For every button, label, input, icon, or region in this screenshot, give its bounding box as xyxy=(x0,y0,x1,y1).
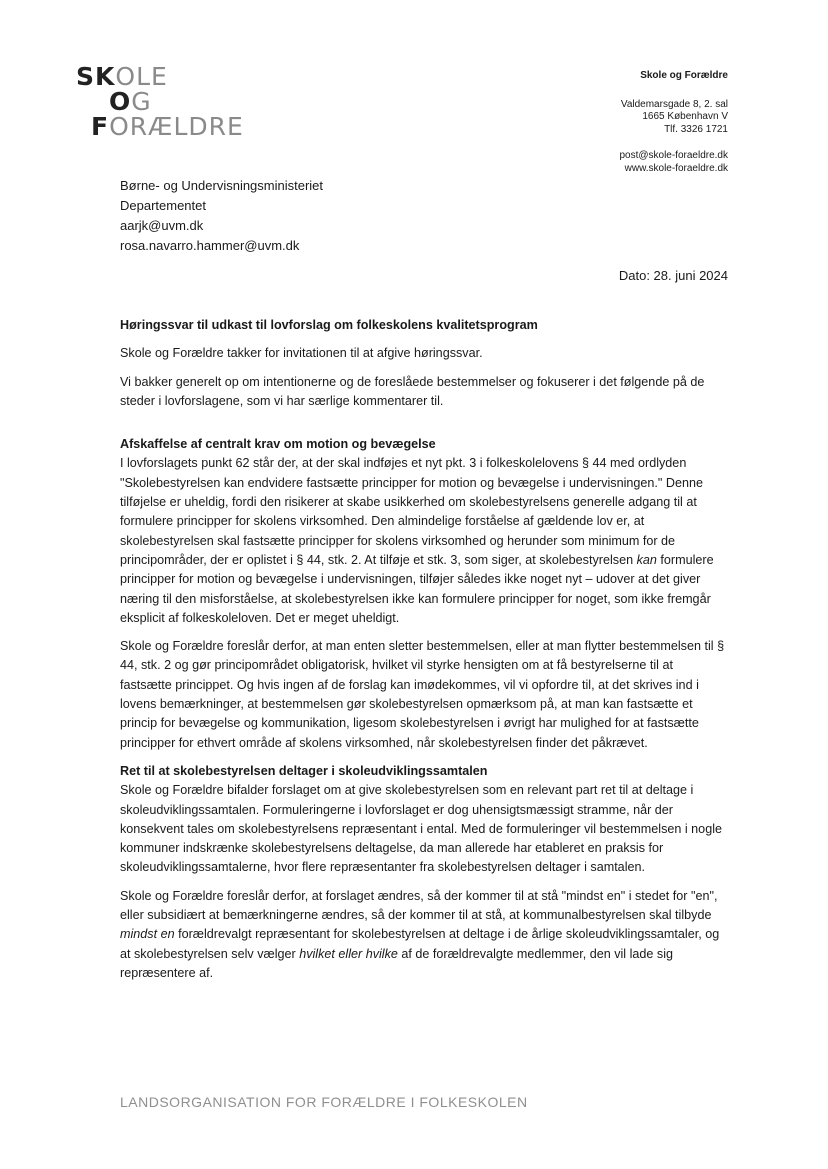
organization-logo xyxy=(76,64,256,144)
section-motion-paragraph-1: I lovforslagets punkt 62 står der, at der skal indføjes et nyt pkt. 3 i folkeskolelovens § 44 med ordlyden "Skolebestyrelsen kan endvidere fastsætte principper for motion og bevægelse i undervisningen." Denne tilføjelse er uheldig, fordi den risikerer at skabe usikkerhed om skolebestyrelsens generelle adgang til at formulere principper for skolens virksomhed. Den almindelige forståelse af gældende lov er, at skolebestyrelsen skal fastsætte principper for skolens virksomhed og herunder som minimum for de principområder, der er oplistet i § 44, stk. 2. At tilføje et stk. 3, som siger, at skolebestyrelsen kan formulere principper for motion og bevægelse i undervisningen, tilføjer således ikke noget nyt – udover at det giver næring til den misforståelse, at skolebestyrelsen ikke kan formulere principper for noget, som ikke fremgår eksplicit af folkeskoleloven. Det er meget uheldigt. xyxy=(120,456,714,625)
letter-date: Dato: 28. juni 2024 xyxy=(618,268,728,283)
recipient-department: Departementet xyxy=(120,198,206,213)
section-skoleudvikling-paragraph-1: Skole og Forældre bifalder forslaget om at give skolebestyrelsen som en relevant part ret til at deltage i skoleudviklingssamtalen. Formuleringerne i lovforslaget er dog uhensigtsmæssigt stramme, når der konsekvent tales om skolebestyrelsens repræsentant i ental. Med de formuleringer vil bestemmelsen i nogle kommuner indskrænke skolebestyrelsens deltagelse, da man allerede har etableret en praksis for skoleudviklingssamtalerne, hvor flere repræsentanter fra skolebestyrelsen deltager i samtalen. xyxy=(120,783,722,875)
sender-address-block xyxy=(508,70,728,175)
section-heading-skoleudvikling: Ret til at skolebestyrelsen deltager i skoleudviklingssamtalen xyxy=(120,763,488,778)
section-motion-paragraph-2: Skole og Forældre foreslår derfor, at man enten sletter bestemmelsen, eller at man flytter bestemmelsen til § 44, stk. 2 og gør principområdet obligatorisk, hvilket vil styrke hensigten om at få bestyrelserne til at fastsætte princippet. Og hvis ingen af de forslag kan imødekommes, vil vi opfordre til, at det skrives ind i lovens bemærkninger, at bestemmelsen gør skolebestyrelsen opmærksom på, at man kan fastsætte et princip for bevægelse og kommunikation, ligesom skolebestyrelsen i øvrigt har mulighed for at fastsætte principper for ethvert område af skolens virksomhed, når skolebestyrelsen finder det påkrævet. xyxy=(120,639,725,750)
recipient-address-block xyxy=(120,176,323,256)
letter-title: Høringssvar til udkast til lovforslag om folkeskolens kvalitetsprogram xyxy=(120,318,538,332)
intro-paragraph-1: Skole og Forældre takker for invitationen til at afgive høringssvar. xyxy=(120,346,483,361)
sender-city: 1665 København V xyxy=(642,111,728,122)
letter-body xyxy=(120,316,728,992)
sender-email: post@skole-foraeldre.dk xyxy=(619,150,728,161)
recipient-email-2: rosa.navarro.hammer@uvm.dk xyxy=(120,238,300,253)
logo-line-skole: SKOLE xyxy=(76,62,168,91)
section-heading-motion: Afskaffelse af centralt krav om motion og bevægelse xyxy=(120,437,436,452)
sender-street: Valdemarsgade 8, 2. sal xyxy=(620,98,728,110)
logo-line-foraeldre: FORÆLDRE xyxy=(91,112,244,141)
sender-website: www.skole-foraeldre.dk xyxy=(624,162,728,174)
footer-tagline: LANDSORGANISATION FOR FORÆLDRE I FOLKESKOLEN xyxy=(120,1094,528,1110)
sender-phone: Tlf. 3326 1721 xyxy=(664,123,728,135)
section-skoleudvikling-paragraph-2: Skole og Forældre foreslår derfor, at forslaget ændres, så der kommer til at stå "mindst en" i stedet for "en", eller subsidiært at bemærkningerne ændres, så der kommer til at stå, at kommunalbestyrelsen skal tilbyde mindst en forældrevalgt repræsentant for skolebestyrelsen at deltage i de årlige skoleudviklingssamtaler, og at skolebestyrelsen selv vælger hvilket eller hvilke af de forældrevalgte medlemmer, den vil lade sig repræsentere af. xyxy=(120,888,720,980)
sender-name: Skole og Forældre xyxy=(640,70,728,81)
logo-line-og: OG xyxy=(109,87,152,116)
intro-paragraph-2: Vi bakker generelt op om intentionerne og de foreslåede bestemmelser og fokuserer i det følgende på de steder i lovforslagene, som vi har særlige kommentarer til. xyxy=(120,374,705,408)
recipient-ministry: Børne- og Undervisningsministeriet xyxy=(120,178,324,193)
recipient-email-1: aarjk@uvm.dk xyxy=(120,218,204,233)
